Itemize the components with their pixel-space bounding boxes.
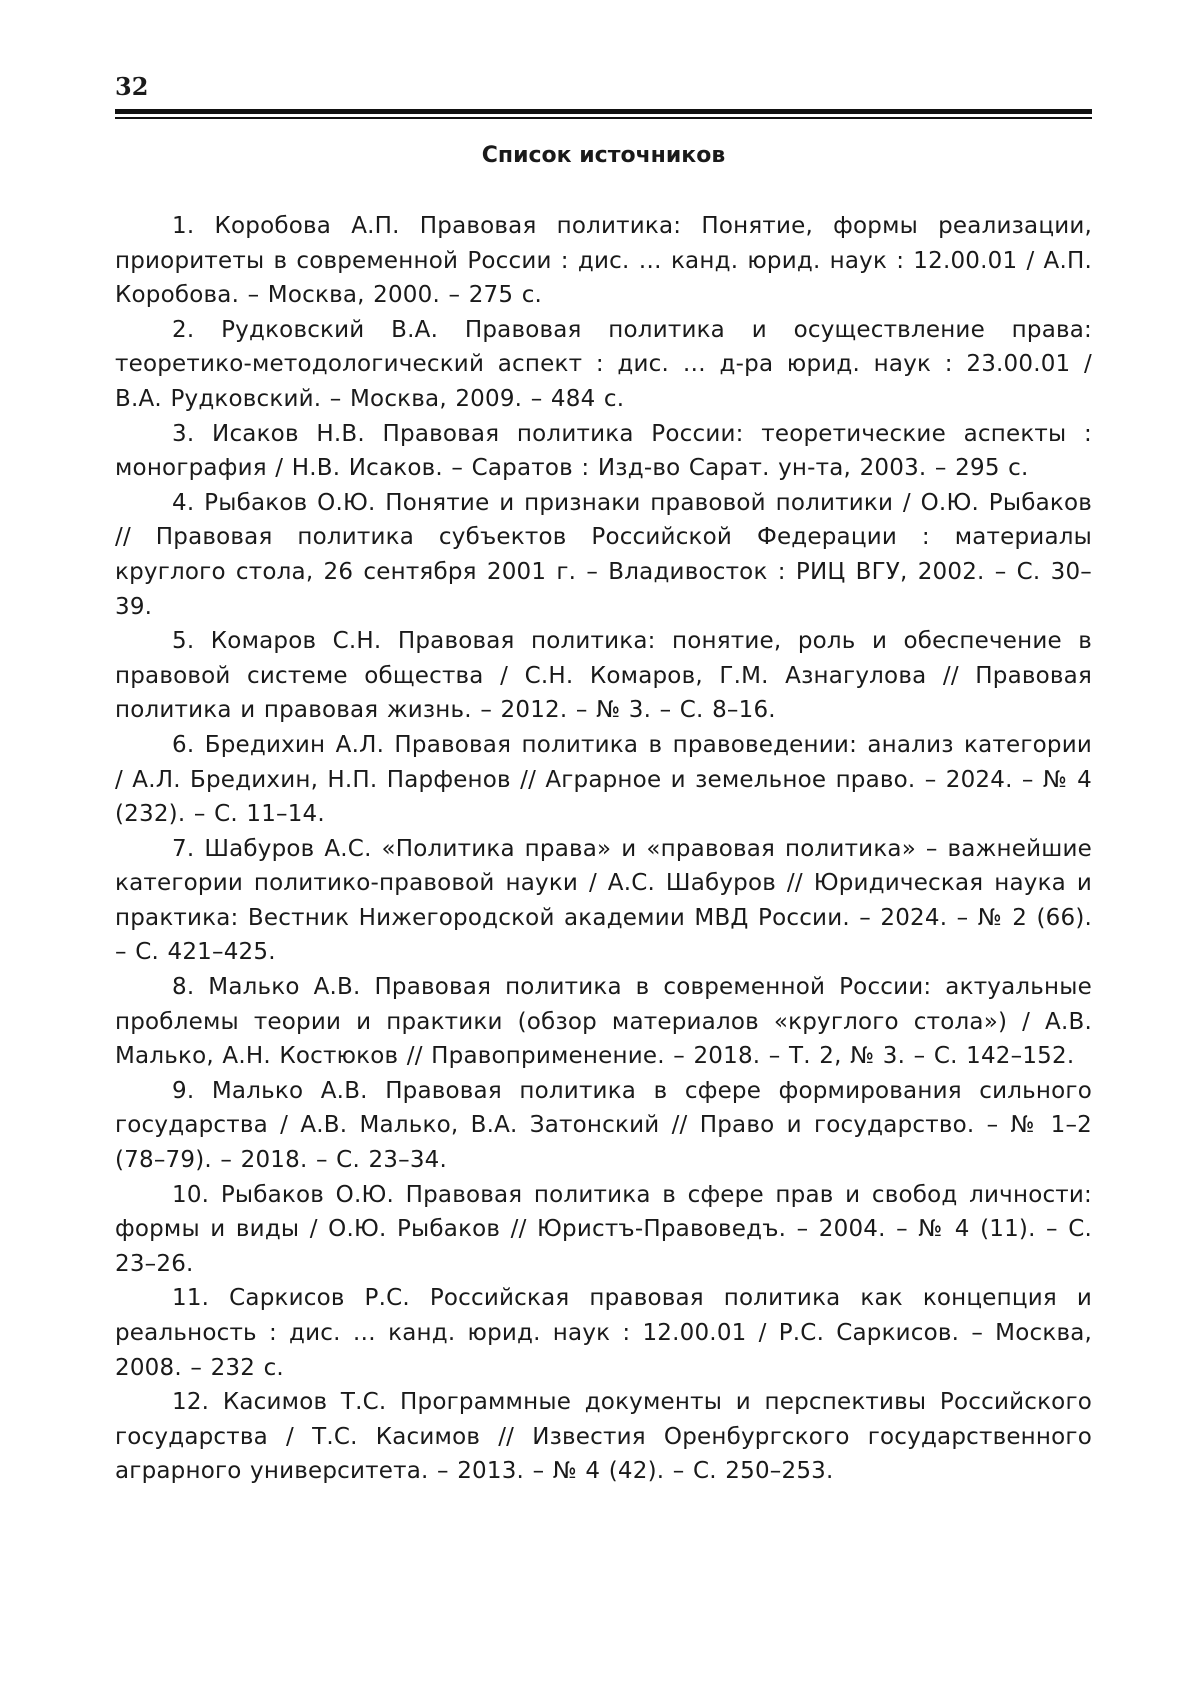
reference-item — [115, 728, 1092, 832]
reference-text: Шабуров А.С. «Политика права» и «правовая политика» – важнейшие категории политико-правовой науки / А.С. Шабуров // Юридическая наука и практика: Вестник Нижегородской академии МВД России. – 2024. – № 2 (66). – С. 421–425. — [115, 835, 1093, 966]
reference-text: Малько А.В. Правовая политика в сфере формирования сильного государства / А.В. Малько, В.А. Затонский // Право и государство. – № 1–2 (78–79). – 2018. – С. 23–34. — [115, 1077, 1092, 1174]
reference-item — [115, 1385, 1092, 1489]
reference-item — [115, 1074, 1092, 1178]
reference-number: 12. — [172, 1389, 210, 1416]
reference-list — [115, 209, 1092, 1489]
reference-text: Коробова А.П. Правовая политика: Понятие, формы реализации, приоритеты в современной России : дис. … канд. юрид. наук : 12.00.01 / А.П. Коробова. – Москва, 2000. – 275 с. — [115, 213, 1093, 309]
header-rule — [115, 109, 1092, 120]
reference-text: Исаков Н.В. Правовая политика России: теоретические аспекты : монография / Н.В. Исаков. – Саратов : Изд-во Сарат. ун-та, 2003. – 295 с. — [115, 420, 1093, 482]
reference-number: 6. — [172, 731, 195, 758]
header-rule-thick-line — [115, 109, 1092, 114]
reference-item — [115, 1281, 1092, 1385]
reference-item — [115, 832, 1092, 970]
reference-item — [115, 624, 1092, 728]
reference-item — [115, 313, 1092, 417]
reference-text: Касимов Т.С. Программные документы и перспективы Российского государства / Т.С. Касимов // Известия Оренбургского государственного аграрного университета. – 2013. – № 4 (42). – С. 250–253. — [115, 1389, 1093, 1485]
reference-item — [115, 417, 1092, 486]
reference-item — [115, 209, 1092, 313]
page-number: 32 — [115, 72, 149, 101]
reference-number: 8. — [172, 974, 195, 1001]
reference-text: Комаров С.Н. Правовая политика: понятие, роль и обеспечение в правовой системе общества / С.Н. Комаров, Г.М. Азнагулова // Правовая политика и правовая жизнь. – 2012. – № 3. – С. 8–16. — [115, 628, 1093, 724]
reference-item — [115, 486, 1092, 624]
reference-item — [115, 1178, 1092, 1282]
reference-text: Рыбаков О.Ю. Понятие и признаки правовой политики / О.Ю. Рыбаков // Правовая политика субъектов Российской Федерации : материалы круглого стола, 26 сентября 2001 г. – Владивосток : РИЦ ВГУ, 2002. – С. 30–39. — [115, 489, 1092, 620]
reference-number: 2. — [172, 316, 195, 343]
reference-text: Рудковский В.А. Правовая политика и осуществление права: теоретико-методологический аспект : дис. … д-ра юрид. наук : 23.00.01 / В.А. Рудковский. – Москва, 2009. – 484 с. — [115, 316, 1092, 412]
reference-number: 7. — [172, 835, 195, 862]
reference-number: 1. — [172, 213, 195, 239]
reference-number: 10. — [172, 1181, 210, 1208]
reference-text: Саркисов Р.С. Российская правовая политика как концепция и реальность : дис. … канд. юрид. наук : 12.00.01 / Р.С. Саркисов. – Москва, 2008. – 232 с. — [115, 1285, 1092, 1381]
header-rule-thin-line — [115, 117, 1092, 119]
reference-text: Малько А.В. Правовая политика в современной России: актуальные проблемы теории и практики (обзор материалов «круглого стола») / А.В. Малько, А.Н. Костюков // Правоприменение. – 2018. – Т. 2, № 3. – С. 142–152. — [115, 974, 1093, 1070]
reference-number: 11. — [172, 1285, 210, 1312]
reference-text: Рыбаков О.Ю. Правовая политика в сфере прав и свобод личности: формы и виды / О.Ю. Рыбаков // Юристъ-Правоведъ. – 2004. – № 4 (11). – С. 23–26. — [115, 1181, 1093, 1277]
reference-number: 3. — [172, 420, 195, 447]
reference-item — [115, 970, 1092, 1074]
reference-number: 9. — [172, 1077, 195, 1104]
section-title: Список источников — [481, 143, 726, 168]
reference-text: Бредихин А.Л. Правовая политика в правоведении: анализ категории / А.Л. Бредихин, Н.П. Парфенов // Аграрное и земельное право. – 2024. – № 4 (232). – С. 11–14. — [115, 731, 1092, 828]
reference-number: 5. — [172, 628, 195, 655]
reference-number: 4. — [172, 489, 195, 516]
